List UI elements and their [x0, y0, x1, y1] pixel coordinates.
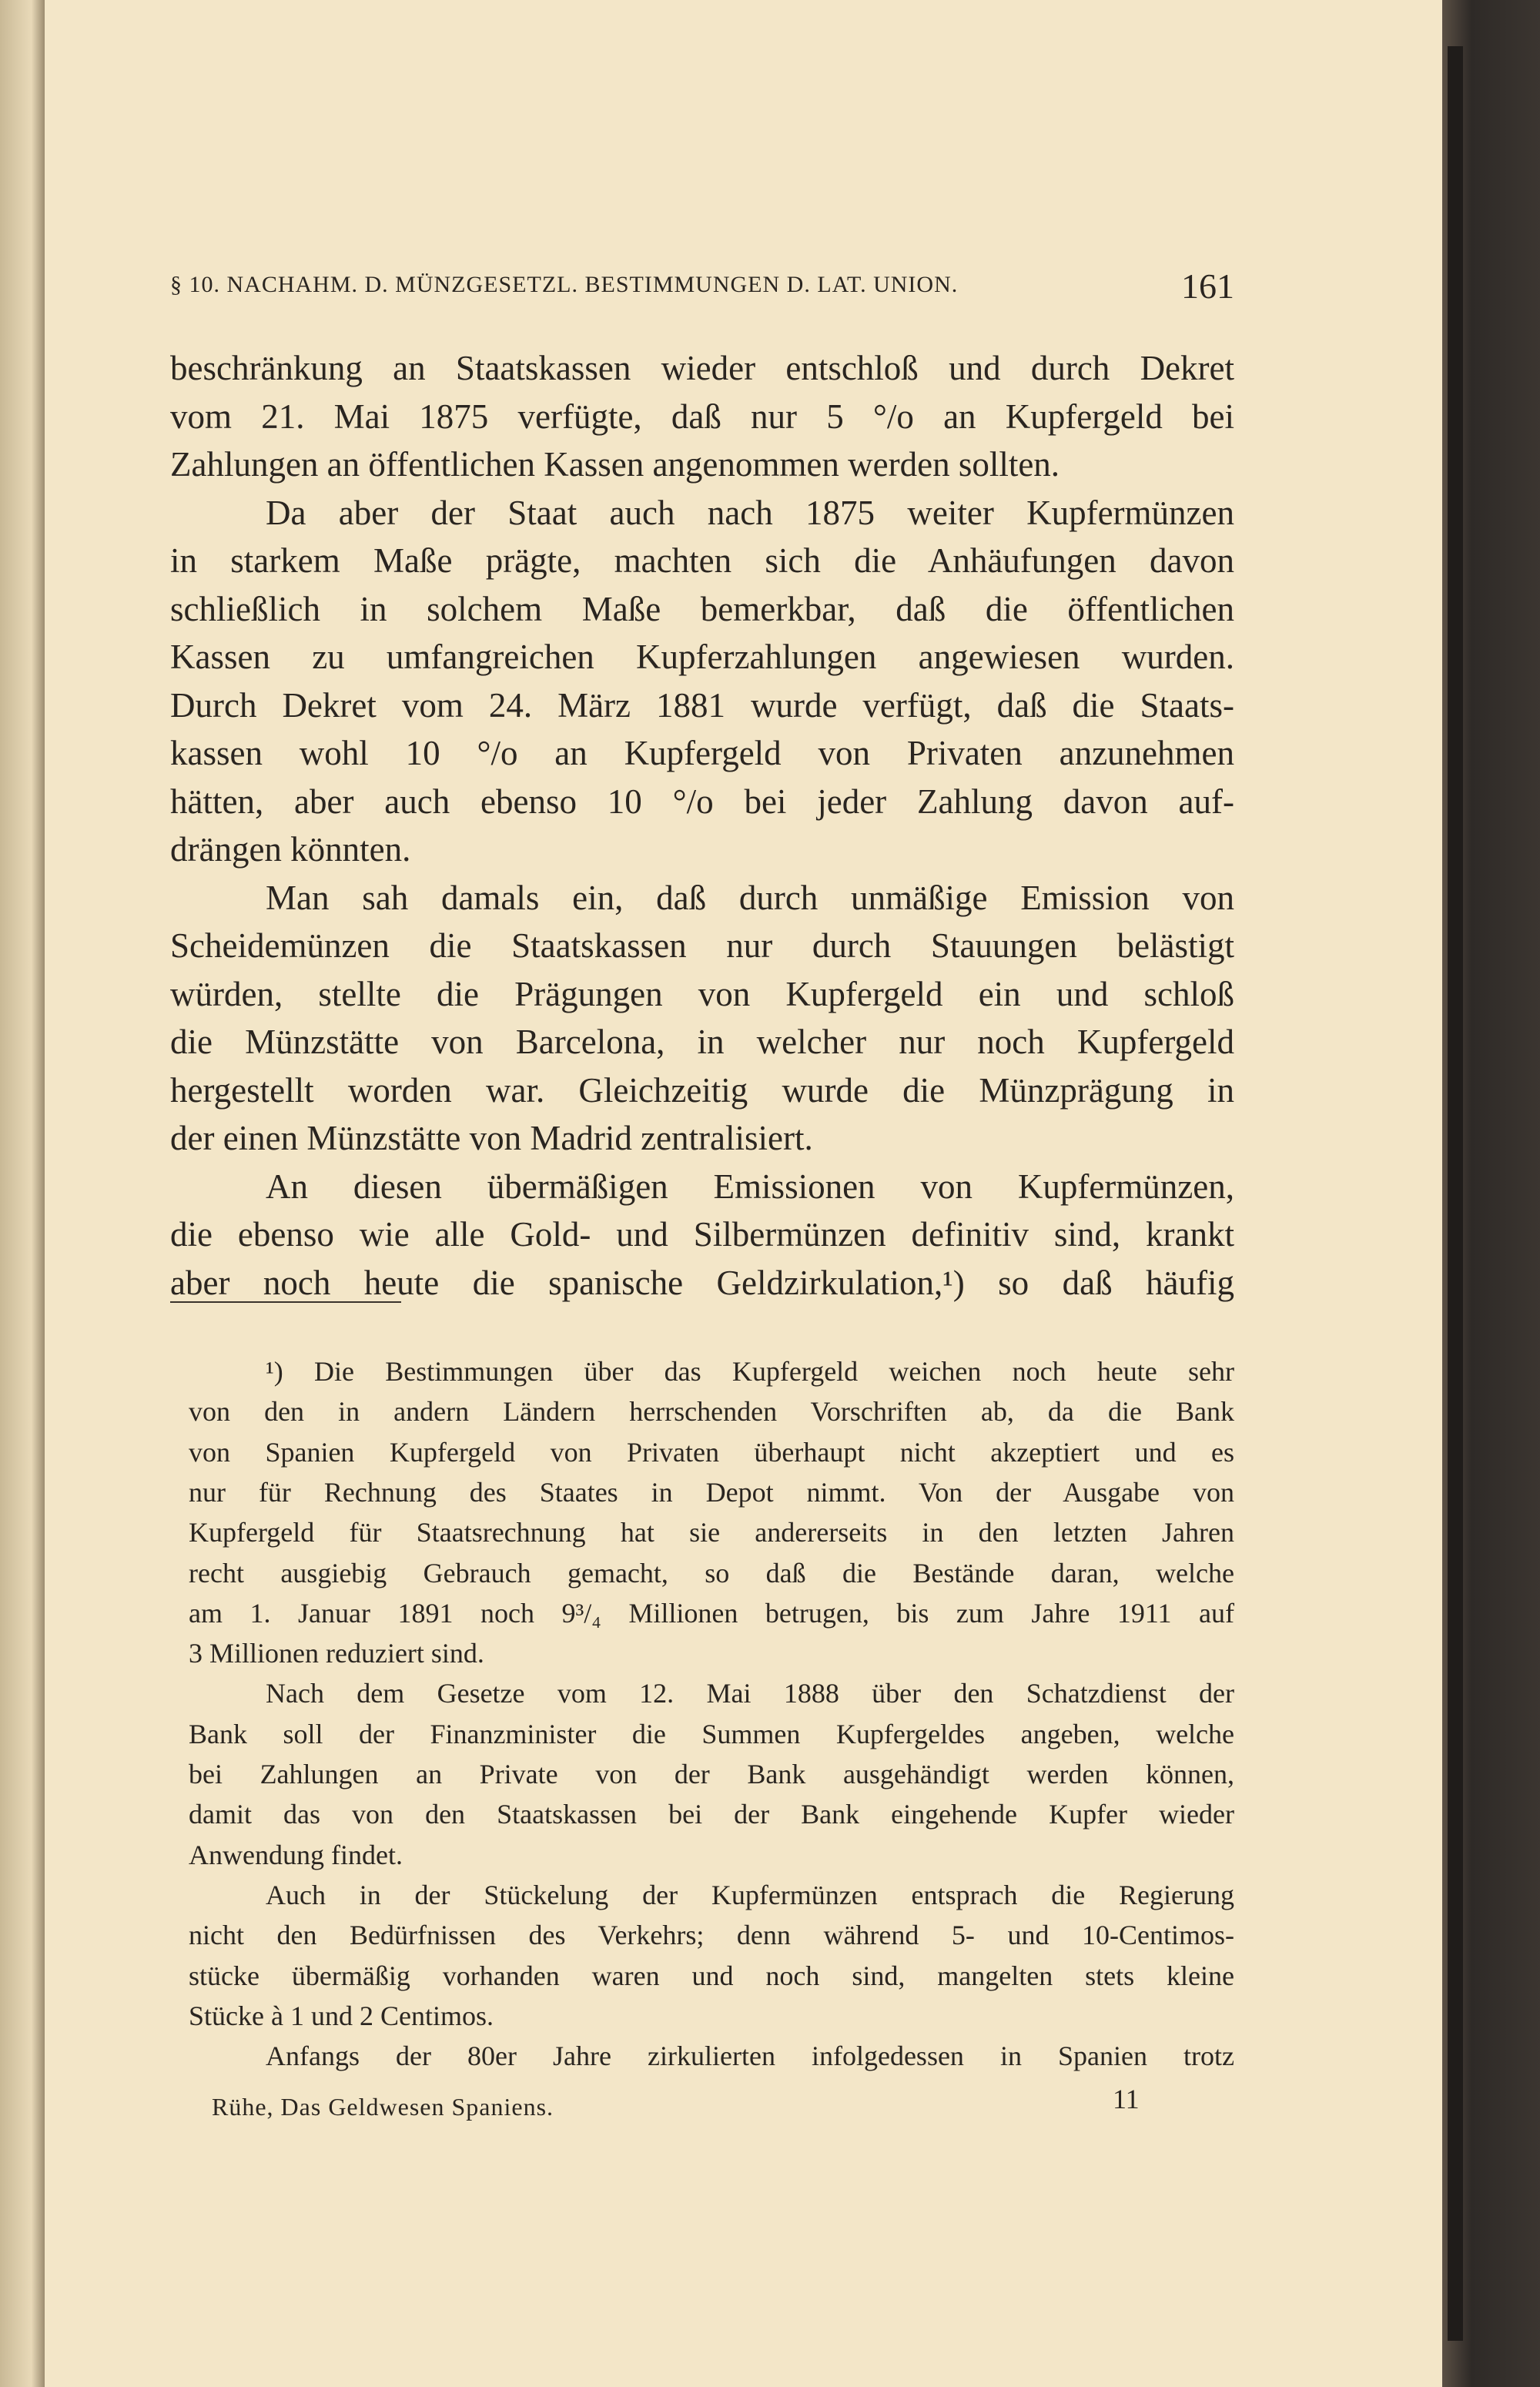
body-line: hätten, aber auch ebenso 10 °/o bei jeder Zahlung davon auf- [170, 782, 1234, 821]
footnote-line: nicht den Bedürfnissen des Verkehrs; denn während 5- und 10-Centimos- [189, 1920, 1234, 1951]
body-line: Zahlungen an öffentlichen Kassen angenommen werden sollten. [170, 445, 1060, 484]
body-line: Scheidemünzen die Staatskassen nur durch Stauungen belästigt [170, 926, 1234, 965]
signature-mark: 11 [1113, 2084, 1140, 2114]
footnote-line: stücke übermäßig vorhanden waren und noch sind, mangelten stets kleine [189, 1960, 1234, 1991]
footnote-line: Auch in der Stückelung der Kupfermünzen entsprach die Regierung [266, 1879, 1234, 1910]
body-line: Man sah damals ein, daß durch unmäßige Emission von [266, 878, 1234, 917]
body-line: würden, stellte die Prägungen von Kupfergeld ein und schloß [170, 974, 1234, 1013]
body-line: hergestellt worden war. Gleichzeitig wurde die Münzprägung in [170, 1070, 1234, 1110]
body-line: Da aber der Staat auch nach 1875 weiter Kupfermünzen [266, 493, 1234, 532]
body-line: die ebenso wie alle Gold- und Silbermünzen definitiv sind, krankt [170, 1215, 1234, 1254]
footnote-line: Nach dem Gesetze vom 12. Mai 1888 über den Schatzdienst der [266, 1678, 1234, 1709]
footnote-line: Stücke à 1 und 2 Centimos. [189, 2000, 494, 2031]
body-line: Kassen zu umfangreichen Kupferzahlungen angewiesen wurden. [170, 638, 1234, 676]
body-line: aber noch heute die spanische Geldzirkulation,¹) so daß häufig [170, 1263, 1234, 1302]
footnote-line: Anfangs der 80er Jahre zirkulierten infolgedessen in Spanien trotz [266, 2040, 1234, 2072]
footnote-rule [170, 1301, 401, 1303]
footnote-line: am 1. Januar 1891 noch 9³/₄ Millionen betrugen, bis zum Jahre 1911 auf [189, 1597, 1234, 1629]
footnote-line: Kupfergeld für Staatsrechnung hat sie andererseits in den letzten Jahren [189, 1517, 1234, 1548]
footer-author-title: Rühe, Das Geldwesen Spaniens. [212, 2093, 554, 2121]
footnote-line: nur für Rechnung des Staates in Depot nimmt. Von der Ausgabe von [189, 1476, 1234, 1508]
footnote-line: Anwendung findet. [189, 1839, 403, 1870]
facing-page-edge [0, 0, 45, 2387]
binding-border [1448, 46, 1463, 2341]
footnote-line: Bank soll der Finanzminister die Summen Kupfergeldes angeben, welche [189, 1718, 1234, 1749]
footnote-line: von Spanien Kupfergeld von Privaten überhaupt nicht akzeptiert und es [189, 1436, 1234, 1468]
running-header-title: § 10. NACHAHM. D. MÜNZGESETZL. BESTIMMUNGEN D. LAT. UNION. [170, 272, 959, 297]
body-line: beschränkung an Staatskassen wieder entschloß und durch Dekret [170, 349, 1234, 387]
body-line: in starkem Maße prägte, machten sich die Anhäufungen davon [170, 541, 1234, 580]
body-line: An diesen übermäßigen Emissionen von Kupfermünzen, [266, 1167, 1234, 1206]
footnote-line: recht ausgiebig Gebrauch gemacht, so daß die Bestände daran, welche [189, 1557, 1234, 1589]
footnote-line: 3 Millionen reduziert sind. [189, 1638, 484, 1669]
page-number: 161 [1181, 266, 1234, 306]
body-line: kassen wohl 10 °/o an Kupfergeld von Privaten anzunehmen [170, 734, 1234, 772]
body-line: die Münzstätte von Barcelona, in welcher nur noch Kupfergeld [170, 1023, 1234, 1061]
body-line: schließlich in solchem Maße bemerkbar, daß die öffentlichen [170, 589, 1234, 628]
footnote-line: bei Zahlungen an Private von der Bank ausgehändigt werden können, [189, 1759, 1234, 1789]
body-line: der einen Münzstätte von Madrid zentralisiert. [170, 1119, 813, 1157]
running-header [170, 266, 1234, 312]
body-line: Durch Dekret vom 24. März 1881 wurde verfügt, daß die Staats- [170, 685, 1234, 725]
footnote-line: ¹) Die Bestimmungen über das Kupfergeld weichen noch heute sehr [266, 1356, 1234, 1387]
footnote-line: von den in andern Ländern herrschenden Vorschriften ab, da die Bank [189, 1396, 1234, 1428]
body-line: vom 21. Mai 1875 verfügte, daß nur 5 °/o an Kupfergeld bei [170, 397, 1234, 436]
body-line: drängen könnten. [170, 830, 411, 869]
footnote-line: damit das von den Staatskassen bei der Bank eingehende Kupfer wieder [189, 1799, 1234, 1830]
